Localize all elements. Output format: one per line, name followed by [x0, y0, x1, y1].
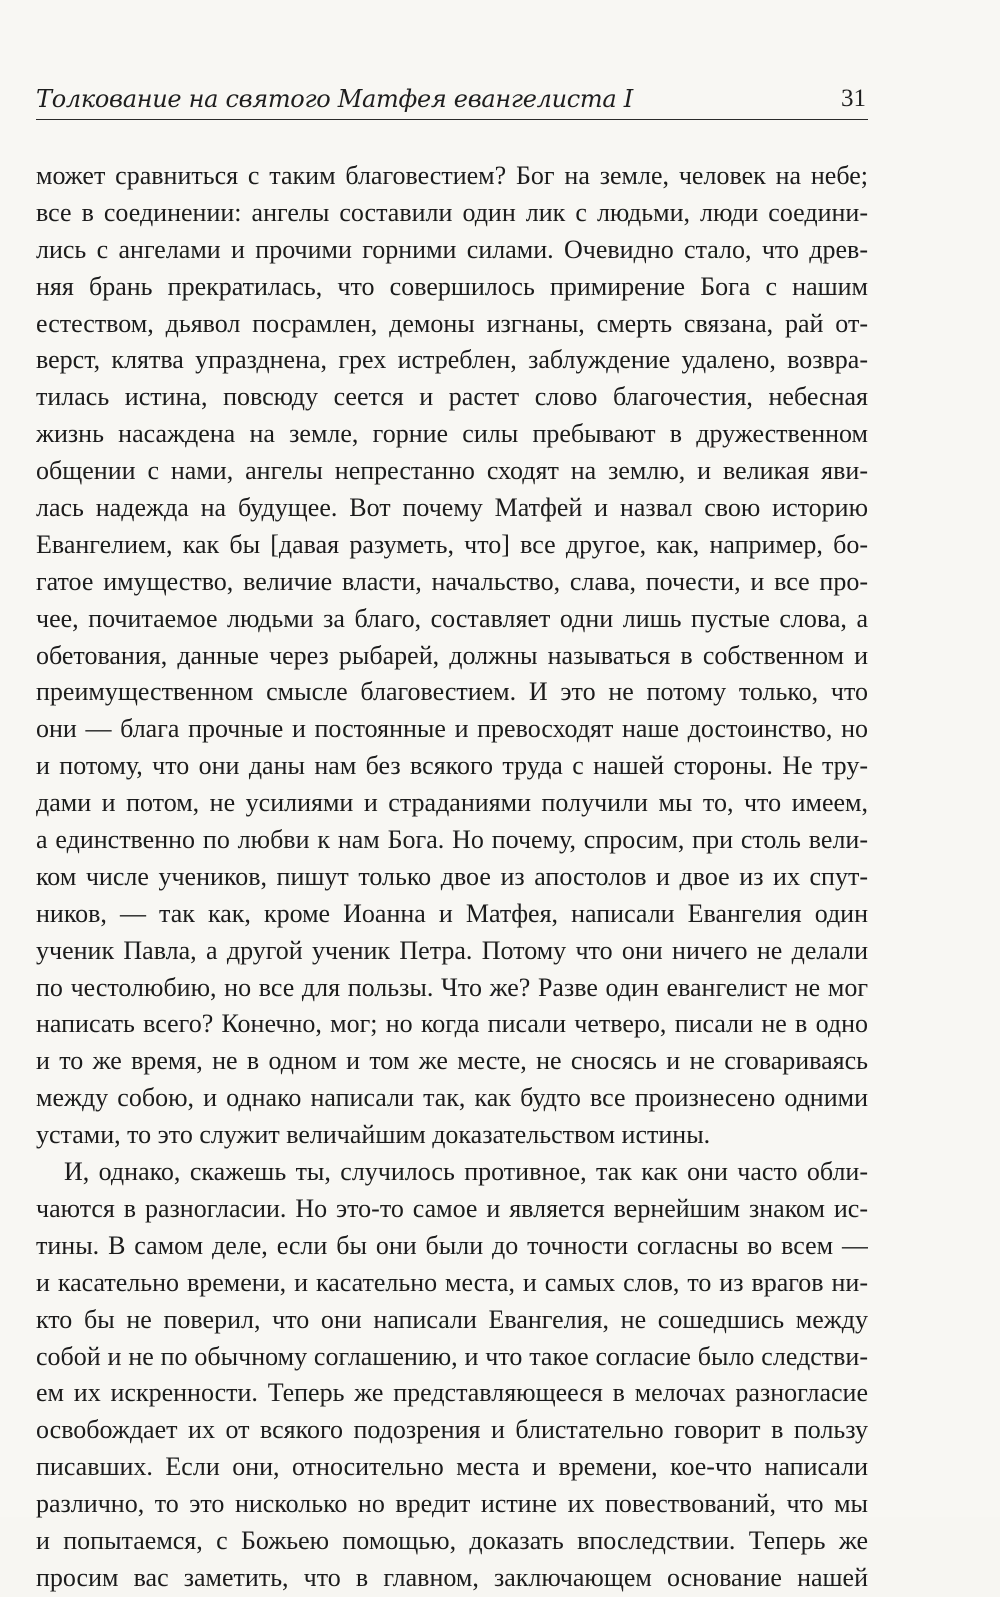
text-line: ученик Павла, а другой ученик Петра. Потому что они ничего не делали [36, 935, 868, 965]
header-rule [36, 119, 868, 120]
text-line: ком числе учеников, пишут только двое из апостолов и двое из их спут- [36, 861, 868, 891]
text-line: жизнь насаждена на земле, горние силы пребывают в дружественном [36, 419, 868, 449]
text-line: естеством, дьявол посрамлен, демоны изгнаны, смерть связана, рай от- [36, 308, 868, 338]
text-line: лись с ангелами и прочими горними силами. Очевидно стало, что древ- [36, 234, 868, 264]
text-line: может сравниться с таким благовестием? Бог на земле, человек на небе; [36, 161, 868, 190]
text-line: и то же время, не в одном и том же месте, не сносясь и не сговариваясь [36, 1046, 868, 1076]
text-line: по честолюбию, но все для пользы. Что же? Разве один евангелист не мог [36, 972, 868, 1002]
paragraph-end-line: устами, то это служит величайшим доказательством истины. [36, 1120, 711, 1150]
text-line: общении с нами, ангелы непрестанно сходят на землю, и великая яви- [36, 456, 868, 486]
text-line: тилась истина, повсюду сеется и растет слово благочестия, небесная [36, 382, 868, 412]
text-line: верст, клятва упразднена, грех истреблен, заблуждение удалено, возвра- [36, 345, 868, 375]
running-header [36, 82, 868, 120]
text-line: все в соединении: ангелы составили один лик с людьми, люди соедини- [36, 197, 868, 227]
body-text [36, 158, 868, 1597]
text-line: обетования, данные через рыбарей, должны называться в собственном и [36, 640, 868, 670]
text-line: дами и потом, не усилиями и страданиями получили мы то, что имеем, [36, 788, 868, 818]
text-line: гатое имущество, величие власти, начальство, слава, почести, и все про- [36, 566, 868, 596]
text-line: няя брань прекратилась, что совершилось примирение Бога с нашим [36, 271, 868, 301]
text-line: собой и не по обычному соглашению, и что такое согласие было следстви- [36, 1341, 868, 1371]
text-line: чаются в разногласии. Но это-то самое и является вернейшим знаком ис- [36, 1193, 868, 1223]
text-line: и потому, что они даны нам без всякого труда с нашей стороны. Не тру- [36, 751, 868, 781]
paragraph-first-line: И, однако, скажешь ты, случилось противное, так как они часто обли- [64, 1157, 868, 1187]
text-line: между собою, и однако написали так, как будто все произнесено одними [36, 1083, 868, 1113]
page-number: 31 [841, 85, 866, 112]
text-line: кто бы не поверил, что они написали Евангелия, не сошедшись между [36, 1304, 868, 1334]
text-line: преимущественном смысле благовестием. И это не потому только, что [36, 677, 868, 707]
text-line: лась надежда на будущее. Вот почему Матфей и назвал свою историю [36, 493, 868, 523]
text-line: чее, почитаемое людьми за благо, составляет одни лишь пустые слова, а [36, 603, 868, 633]
text-line: написать всего? Конечно, мог; но когда писали четверо, писали не в одно [36, 1009, 868, 1039]
text-line: тины. В самом деле, если бы они были до точности согласны во всем — [36, 1230, 868, 1260]
running-title: Толкование на святого Матфея евангелиста I [36, 85, 633, 113]
text-line: а единственно по любви к нам Бога. Но почему, спросим, при столь вели- [36, 825, 868, 855]
text-line: они — блага прочные и постоянные и превосходят наше достоинство, но [36, 714, 868, 744]
text-line: Евангелием, как бы [давая разуметь, что] все другое, как, например, бо- [36, 529, 868, 559]
text-line: писавших. Если они, относительно места и времени, кое-что написали [36, 1452, 868, 1482]
text-line: и касательно времени, и касательно места, и самых слов, то из врагов ни- [36, 1267, 868, 1297]
text-line: просим вас заметить, что в главном, заключающем основание нашей [36, 1562, 868, 1592]
text-line: различно, то это нисколько но вредит истине их повествований, что мы [36, 1489, 868, 1519]
text-line: и попытаемся, с Божьею помощью, доказать впоследствии. Теперь же [36, 1525, 868, 1555]
text-line: освобождает их от всякого подозрения и блистательно говорит в пользу [36, 1415, 868, 1445]
text-line: ем их искренности. Теперь же представляющееся в мелочах разногласие [36, 1378, 868, 1408]
text-line: ников, — так как, кроме Иоанна и Матфея, написали Евангелия один [36, 898, 868, 928]
